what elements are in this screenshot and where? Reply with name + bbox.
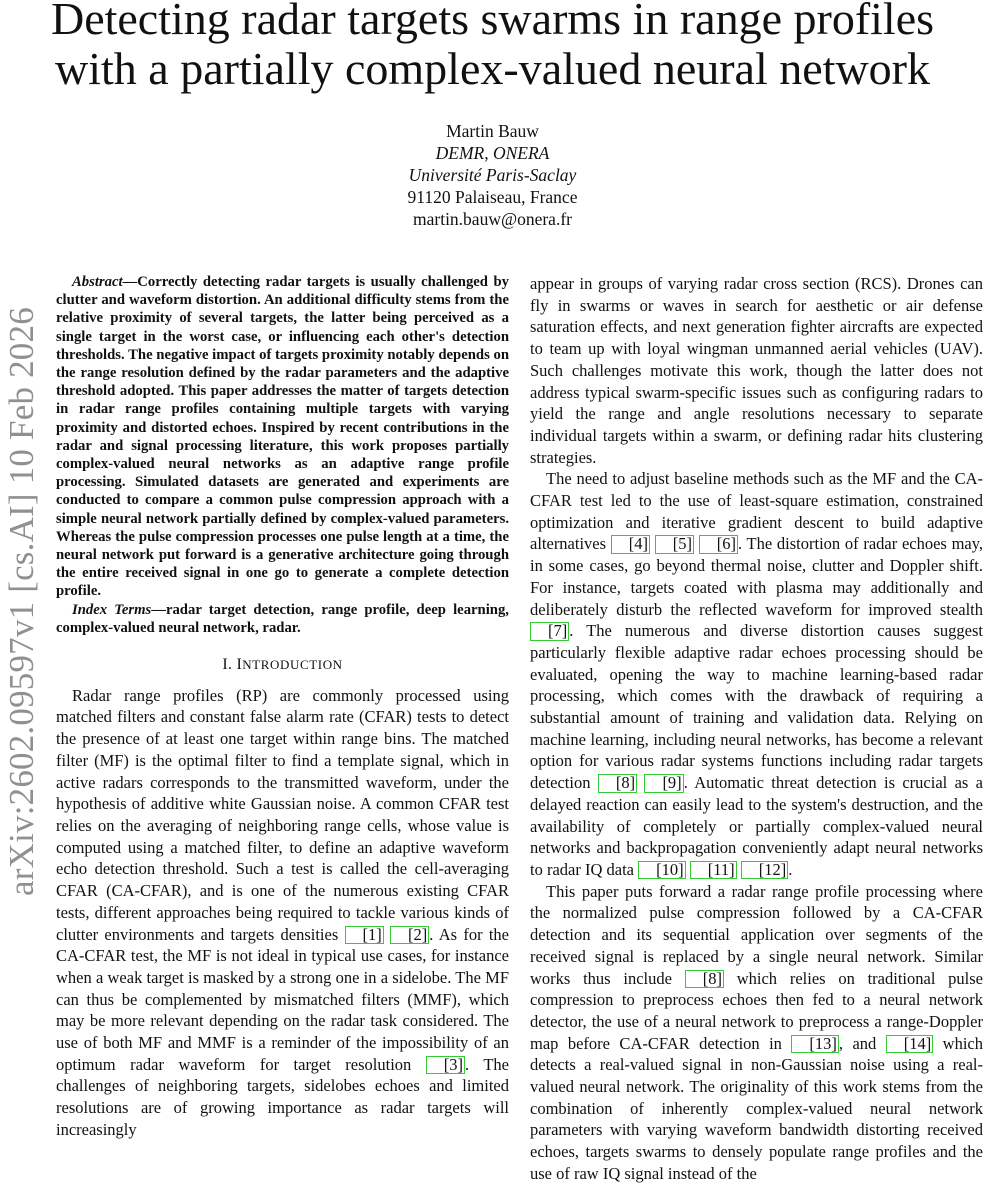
citation-link[interactable]: [12] — [741, 861, 789, 880]
citation-link[interactable]: [1] — [345, 926, 384, 945]
author-email: martin.bauw@onera.fr — [413, 209, 572, 229]
paper-title: Detecting radar targets swarms in range profiles with a partially complex-valued neural network — [50, 0, 935, 94]
citation-link[interactable]: [7] — [530, 622, 569, 641]
citation-link[interactable]: [4] — [611, 535, 650, 554]
citation-link[interactable]: [6] — [699, 535, 738, 554]
abstract-label: Abstract — [72, 274, 123, 290]
right-column — [530, 273, 983, 1185]
author-address: 91120 Palaiseau, France — [407, 187, 578, 207]
index-terms — [56, 601, 509, 637]
author-name: Martin Bauw — [446, 121, 539, 141]
citation-link[interactable]: [8] — [598, 774, 637, 793]
citation-link[interactable]: [10] — [638, 861, 686, 880]
citation-link[interactable]: [3] — [426, 1056, 465, 1075]
citation-link[interactable]: [11] — [690, 861, 737, 880]
citation-link[interactable]: [5] — [655, 535, 694, 554]
index-terms-label: Index Terms — [72, 601, 152, 618]
index-terms-text: —radar target detection, range profile, deep learning, complex-valued neural network, radar. — [56, 601, 509, 636]
author-block — [0, 120, 985, 230]
section-heading-introduction: I. INTRODUCTION — [222, 656, 343, 674]
citation-link[interactable]: [2] — [390, 926, 429, 945]
citation-link[interactable]: [9] — [644, 774, 683, 793]
citation-link[interactable]: [14] — [886, 1035, 934, 1054]
author-dept: DEMR, ONERA — [435, 143, 550, 163]
abstract — [56, 273, 509, 601]
abstract-text: —Correctly detecting radar targets is usually challenged by clutter and waveform distortion. An additional difficulty stems from the relative proximity of several targets, the latter being perceived as a single target in the worst case, or influencing each other's detection thresholds. The negative impact of targets proximity notably depends on the range resolution defined by the radar parameters and the adaptive threshold adopted. This paper addresses the matter of targets detection in radar range profiles containing multiple targets with varying proximity and distorted echoes. Inspired by recent contributions in the radar and signal processing literature, this work proposes partially complex-valued neural networks as an adaptive range profile processing. Simulated datasets are generated and experiments are conducted to compare a common pulse compression approach with a simple neural network partially defined by complex-valued parameters. Whereas the pulse compression processes one pulse length at a time, the neural network put forward is a generative architecture going through the entire received signal in one go to generate a complete detection profile. — [56, 274, 509, 600]
paragraph-swarms: appear in groups of varying radar cross section (RCS). Drones can fly in swarms or waves in search for aesthetic or air defense saturation effects, and next generation fighter aircrafts are expected to team up with loyal wingman unmanned aerial vehicles (UAV). Such challenges motivate this work, though the latter does not address typical swarm-specific issues such as configuring radars to yield the range and angle resolutions necessary to separate individual targets within a swarm, or defining radar hits clustering strategies. — [530, 274, 983, 467]
author-university: Université Paris-Saclay — [408, 165, 577, 185]
left-column — [56, 273, 509, 1141]
arxiv-stamp: arXiv:2602.09597v1 [cs.AI] 10 Feb 2026 — [2, 307, 41, 897]
paragraph-adaptive: The need to adjust baseline methods such as the MF and the CA-CFAR test led to the use of least-square estimation, constrained optimization and iterative gradient descent to build adaptive alternatives [4] [5] [6] . The distortion of radar echoes may, in some cases, go beyond thermal noise, clutter and Doppler shift. For instance, targets coated with plasma may additionally and deliberately disturb the reflected waveform for improved stealth [7] . The numerous and diverse distortion causes suggest particularly flexible adaptive radar echoes processing should be evaluated, opening the way to machine learning-based radar processing, which comes with the drawback of requiring a substantial amount of training and validation data. Relying on machine learning, including neural networks, has become a relevant option for various radar systems functions including radar targets detection [8] [9] . Automatic threat detection is crucial as a delayed reaction can easily lead to the system's destruction, and the availability of completely or partially complex-valued neural networks and backpropagation conveniently adapt neural networks to radar IQ data [10] [11] [12] . — [530, 469, 984, 879]
citation-link[interactable]: [13] — [791, 1035, 839, 1054]
paragraph-contribution: This paper puts forward a radar range profile processing where the normalized pulse compression followed by a CA-CFAR detection and its sequential application over segments of the received signal is replaced by a single neural network. Similar works thus include [8] which relies on traditional pulse compression to preprocess echoes then fed to a neural network detector, the use of a neural network to preprocess a range-Doppler map before CA-CFAR detection in [13] , and [14] which detects a real-valued signal in non-Gaussian noise using a real-valued neural network. The originality of this work stems from the combination of inherently complex-valued neural network parameters with varying waveform bandwidth distorting received echoes, targets swarms to densely populate range profiles and the use of raw IQ signal instead of the — [530, 881, 984, 1183]
intro-paragraph: Radar range profiles (RP) are commonly processed using matched filters and constant false alarm rate (CFAR) tests to detect the presence of at least one target within range bins. The matched filter (MF) is the optimal filter to find a template signal, which in active radars corresponds to the transmitted waveform, under the hypothesis of additive white Gaussian noise. A common CFAR test relies on the averaging of neighboring range cells, whose value is computed using a matched filter, to define an adaptive waveform echo detection threshold. Such a test is called the cell-averaging CFAR (CA-CFAR), and is one of the numerous existing CFAR tests, different approaches being required to tackle various kinds of clutter environments and targets densities [1] [2] . As for the CA-CFAR test, the MF is not ideal in typical use cases, for instance when a weak target is masked by a strong one in a sidelobe. The MF can thus be complemented by mismatched filters (MMF), which may be more relevant depending on the radar task considered. The use of both MF and MMF is a reminder of the impossibility of an optimum radar waveform for target resolution [3] . The challenges of neighboring targets, sidelobes echoes and limited resolutions are of growing importance as radar targets will increasingly — [56, 685, 510, 1139]
citation-link[interactable]: [8] — [685, 970, 724, 989]
